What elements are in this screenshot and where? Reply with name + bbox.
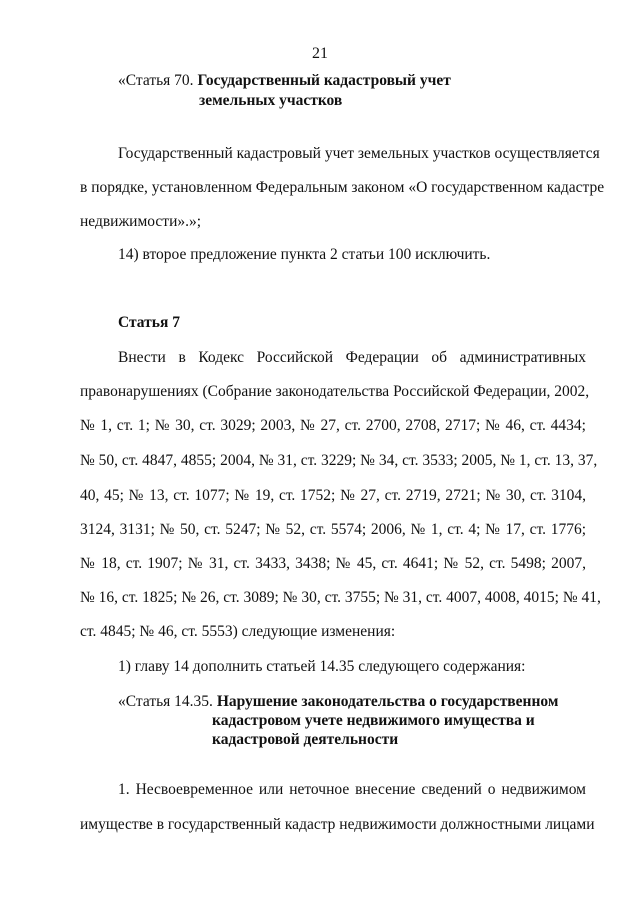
article-7-intro-line: правонарушениях (Собрание законодательства Российской Федерации, 2002,: [80, 383, 590, 400]
article-7-intro-line: № 1, ст. 1; № 30, ст. 3029; 2003, № 27, ст. 2700, 2708, 2717; № 46, ст. 4434;: [80, 417, 586, 434]
page-number: 21: [312, 45, 328, 62]
article-7-heading: Статья 7: [118, 314, 180, 331]
paragraph-line: Государственный кадастровый учет земельных участков осуществляется: [118, 145, 600, 162]
article-14-35-title-line1: Нарушение законодательства о государственном: [216, 693, 559, 710]
article-7-item-1: 1) главу 14 дополнить статьей 14.35 следующего содержания:: [118, 658, 526, 675]
paragraph-line: 1. Несвоевременное или неточное внесение сведений о недвижимом: [118, 781, 586, 798]
paragraph-line: имуществе в государственный кадастр недвижимости должностными лицами: [80, 816, 595, 833]
article-70-heading: [118, 71, 538, 91]
article-14-35-prefix: «Статья 14.35.: [118, 693, 217, 710]
article-7-intro-line: ст. 4845; № 46, ст. 5553) следующие изменения:: [80, 623, 396, 640]
article-14-35-title-line2: кадастровом учете недвижимого имущества и: [212, 712, 535, 729]
article-7-intro-line: № 18, ст. 1907; № 31, ст. 3433, 3438; № 45, ст. 4641; № 52, ст. 5498; 2007,: [80, 555, 586, 572]
paragraph-line: в порядке, установленном Федеральным законом «О государственном кадастре: [80, 179, 605, 196]
article-7-intro-line: № 50, ст. 4847, 4855; 2004, № 31, ст. 3229; № 34, ст. 3533; 2005, № 1, ст. 13, 37,: [80, 452, 598, 469]
article-14-35-title-line3: кадастровой деятельности: [212, 731, 399, 748]
article-70-prefix: «Статья 70.: [118, 72, 198, 89]
article-7-intro-line: № 16, ст. 1825; № 26, ст. 3089; № 30, ст. 3755; № 31, ст. 4007, 4008, 4015; № 41,: [80, 589, 601, 606]
item-14: 14) второе предложение пункта 2 статьи 100 исключить.: [118, 246, 491, 263]
article-7-intro-line: 3124, 3131; № 50, ст. 5247; № 52, ст. 5574; 2006, № 1, ст. 4; № 17, ст. 1776;: [80, 521, 586, 538]
paragraph-line: недвижимости».»;: [80, 213, 202, 230]
article-7-intro-line: 40, 45; № 13, ст. 1077; № 19, ст. 1752; № 27, ст. 2719, 2721; № 30, ст. 3104,: [80, 487, 586, 504]
article-70-title-line1: Государственный кадастровый учет: [197, 72, 451, 89]
article-7-intro-line: Внести в Кодекс Российской Федерации об административных: [118, 349, 586, 366]
article-14-35-heading: [118, 692, 586, 712]
article-70-title-line2: земельных участков: [199, 92, 343, 109]
